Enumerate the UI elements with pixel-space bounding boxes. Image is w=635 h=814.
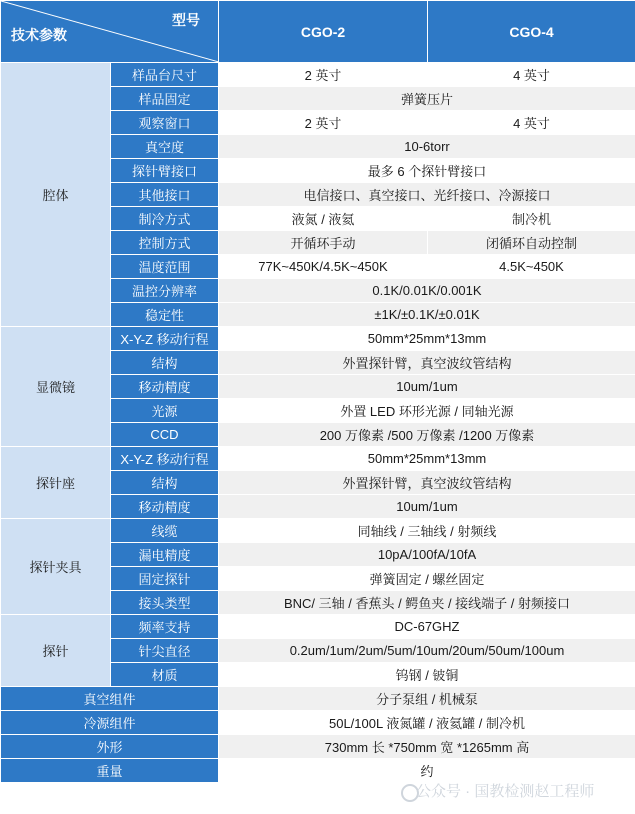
spec-value: 77K~450K/4.5K~450K <box>219 255 428 279</box>
spec-value: 钨钢 / 铍铜 <box>219 663 635 687</box>
watermark-text: 公众号 · 国教检测赵工程师 <box>416 783 595 800</box>
param-name: 其他接口 <box>111 183 219 207</box>
table-row <box>1 735 635 759</box>
spec-value: 2 英寸 <box>219 111 428 135</box>
spec-value: DC-67GHZ <box>219 615 635 639</box>
group-label: 探针夹具 <box>1 519 111 615</box>
spec-value: 液氮 / 液氦 <box>219 207 428 231</box>
model-header: CGO-4 <box>428 1 635 63</box>
param-name: 光源 <box>111 399 219 423</box>
header-row <box>1 1 635 63</box>
param-name: 制冷方式 <box>111 207 219 231</box>
param-name: 观察窗口 <box>111 111 219 135</box>
spec-value: 4.5K~450K <box>428 255 635 279</box>
watermark-logo-icon <box>401 784 419 802</box>
spec-value: 电信接口、真空接口、光纤接口、冷源接口 <box>219 183 635 207</box>
spec-value: 闭循环自动控制 <box>428 231 635 255</box>
param-name: 线缆 <box>111 519 219 543</box>
param-name: 探针臂接口 <box>111 159 219 183</box>
param-name: 针尖直径 <box>111 639 219 663</box>
param-name: 漏电精度 <box>111 543 219 567</box>
param-name: CCD <box>111 423 219 447</box>
group-label: 探针座 <box>1 447 111 519</box>
spec-value: 分子泵组 / 机械泵 <box>219 687 635 711</box>
spec-value: 外置探针臂，真空波纹管结构 <box>219 351 635 375</box>
spec-value: 2 英寸 <box>219 63 428 87</box>
table-row <box>1 711 635 735</box>
spec-value: 制冷机 <box>428 207 635 231</box>
param-name: 真空度 <box>111 135 219 159</box>
model-label: 型号 <box>172 12 200 28</box>
spec-value: 730mm 长 *750mm 宽 *1265mm 高 <box>219 735 635 759</box>
spec-value: 50mm*25mm*13mm <box>219 327 635 351</box>
param-name: 温度范围 <box>111 255 219 279</box>
param-name: 移动精度 <box>111 375 219 399</box>
group-label: 腔体 <box>1 63 111 327</box>
spec-value: 50L/100L 液氮罐 / 液氦罐 / 制冷机 <box>219 711 635 735</box>
table-row <box>1 447 635 471</box>
spec-value: 10-6torr <box>219 135 635 159</box>
spec-value: 4 英寸 <box>428 63 635 87</box>
group-label: 重量 <box>1 759 219 783</box>
spec-value: 4 英寸 <box>428 111 635 135</box>
param-name: 控制方式 <box>111 231 219 255</box>
spec-value: 同轴线 / 三轴线 / 射频线 <box>219 519 635 543</box>
table-row <box>1 63 635 87</box>
group-label: 探针 <box>1 615 111 687</box>
table-row <box>1 759 635 783</box>
spec-value: ±1K/±0.1K/±0.01K <box>219 303 635 327</box>
param-name: 移动精度 <box>111 495 219 519</box>
param-name: 结构 <box>111 351 219 375</box>
table-row <box>1 519 635 543</box>
table-row <box>1 327 635 351</box>
spec-value: 外置探针臂，真空波纹管结构 <box>219 471 635 495</box>
model-header: CGO-2 <box>219 1 428 63</box>
spec-value: 10um/1um <box>219 375 635 399</box>
param-label: 技术参数 <box>11 27 67 43</box>
param-name: 样品固定 <box>111 87 219 111</box>
table-row <box>1 615 635 639</box>
param-name: 结构 <box>111 471 219 495</box>
spec-value: 弹簧压片 <box>219 87 635 111</box>
param-name: 接头类型 <box>111 591 219 615</box>
param-name: X-Y-Z 移动行程 <box>111 327 219 351</box>
spec-value: BNC/ 三轴 / 香蕉头 / 鳄鱼夹 / 接线端子 / 射频接口 <box>219 591 635 615</box>
param-name: 稳定性 <box>111 303 219 327</box>
group-label: 显微镜 <box>1 327 111 447</box>
param-name: 温控分辨率 <box>111 279 219 303</box>
spec-value: 约 <box>219 759 635 783</box>
param-name: 材质 <box>111 663 219 687</box>
group-label: 冷源组件 <box>1 711 219 735</box>
param-name: 频率支持 <box>111 615 219 639</box>
spec-value: 10pA/100fA/10fA <box>219 543 635 567</box>
spec-value: 开循环手动 <box>219 231 428 255</box>
group-label: 真空组件 <box>1 687 219 711</box>
header-corner-cell <box>1 1 219 63</box>
spec-value: 0.1K/0.01K/0.001K <box>219 279 635 303</box>
spec-value: 10um/1um <box>219 495 635 519</box>
table-row <box>1 687 635 711</box>
param-name: 固定探针 <box>111 567 219 591</box>
group-label: 外形 <box>1 735 219 759</box>
spec-value: 0.2um/1um/2um/5um/10um/20um/50um/100um <box>219 639 635 663</box>
spec-value: 200 万像素 /500 万像素 /1200 万像素 <box>219 423 635 447</box>
spec-value: 弹簧固定 / 螺丝固定 <box>219 567 635 591</box>
param-name: 样品台尺寸 <box>111 63 219 87</box>
spec-value: 外置 LED 环形光源 / 同轴光源 <box>219 399 635 423</box>
spec-value: 最多 6 个探针臂接口 <box>219 159 635 183</box>
param-name: X-Y-Z 移动行程 <box>111 447 219 471</box>
spec-value: 50mm*25mm*13mm <box>219 447 635 471</box>
